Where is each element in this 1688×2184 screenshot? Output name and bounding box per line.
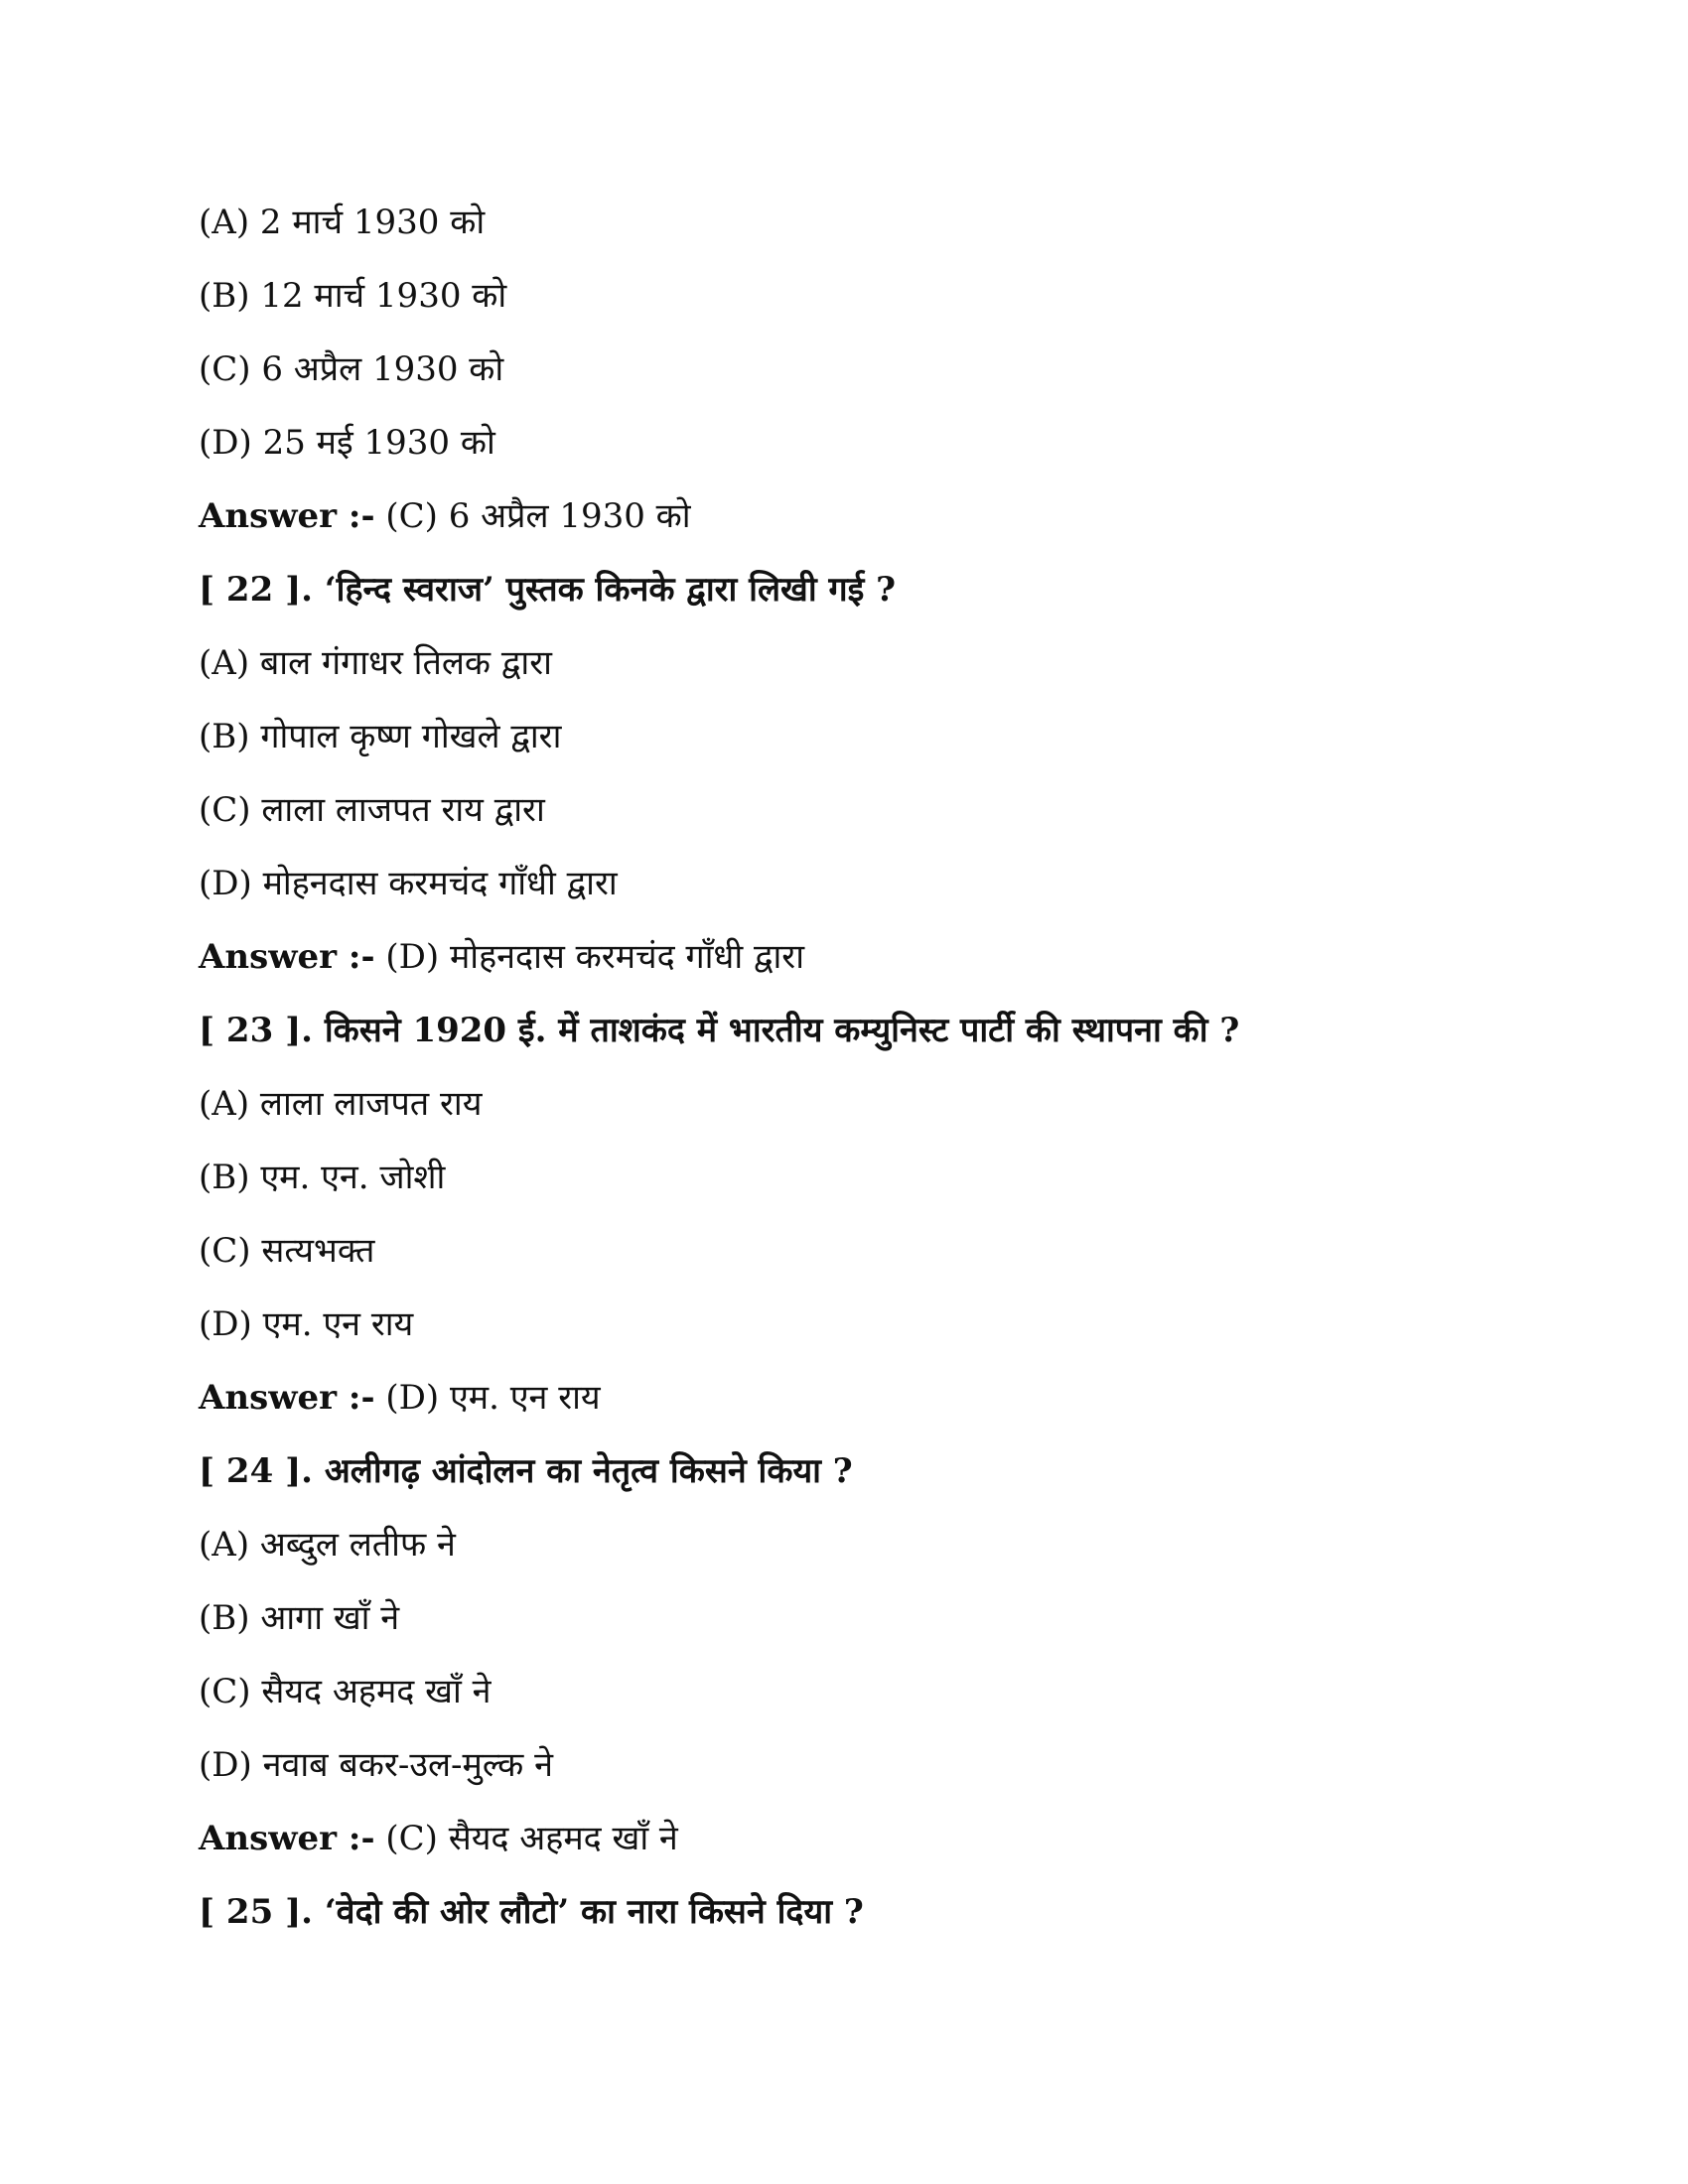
q22-question: [ 22 ]. ‘हिन्द स्वराज’ पुस्तक किनके द्वारा लिखी गई ? (199, 570, 897, 610)
q25-question: [ 25 ]. ‘वेदो की ओर लौटो’ का नारा किसने दिया ? (199, 1892, 864, 1932)
q24-option-a: (A) अब्दुल लतीफ ने (199, 1525, 456, 1565)
answer-text: (D) एम. एन राय (374, 1378, 601, 1418)
q21-option-b: (B) 12 मार्च 1930 को (199, 276, 507, 316)
q21-option-d: (D) 25 मई 1930 को (199, 423, 495, 463)
answer-label: Answer :- (199, 496, 375, 536)
q21-option-c: (C) 6 अप्रैल 1930 को (199, 349, 504, 389)
q23-answer (199, 1368, 601, 1428)
answer-text: (C) सैयद अहमद खाँ ने (374, 1819, 678, 1858)
q24-option-b: (B) आगा खाँ ने (199, 1598, 400, 1638)
answer-label: Answer :- (199, 1819, 375, 1858)
answer-text: (D) मोहनदास करमचंद गाँधी द्वारा (374, 937, 805, 977)
answer-label: Answer :- (199, 1378, 375, 1418)
q23-option-d: (D) एम. एन राय (199, 1304, 414, 1344)
q24-answer (199, 1809, 678, 1868)
q22-option-b: (B) गोपाल कृष्ण गोखले द्वारा (199, 717, 562, 756)
q24-option-d: (D) नवाब बकर-उल-मुल्क ने (199, 1745, 553, 1785)
q22-answer (199, 927, 804, 987)
q22-option-c: (C) लाला लाजपत राय द्वारा (199, 790, 545, 830)
q23-option-c: (C) सत्यभक्त (199, 1231, 375, 1271)
q22-option-a: (A) बाल गंगाधर तिलक द्वारा (199, 643, 552, 683)
q24-question: [ 24 ]. अलीगढ़ आंदोलन का नेतृत्व किसने किया ? (199, 1451, 853, 1491)
answer-label: Answer :- (199, 937, 375, 977)
q23-option-b: (B) एम. एन. जोशी (199, 1158, 446, 1197)
q23-question: [ 23 ]. किसने 1920 ई. में ताशकंद में भारतीय कम्युनिस्ट पार्टी की स्थापना की ? (199, 1011, 1240, 1050)
answer-text: (C) 6 अप्रैल 1930 को (374, 496, 691, 536)
q24-option-c: (C) सैयद अहमद खाँ ने (199, 1672, 492, 1711)
q21-option-a: (A) 2 मार्च 1930 को (199, 203, 486, 242)
q22-option-d: (D) मोहनदास करमचंद गाँधी द्वारा (199, 864, 618, 903)
q21-answer (199, 486, 691, 546)
q23-option-a: (A) लाला लाजपत राय (199, 1084, 483, 1124)
